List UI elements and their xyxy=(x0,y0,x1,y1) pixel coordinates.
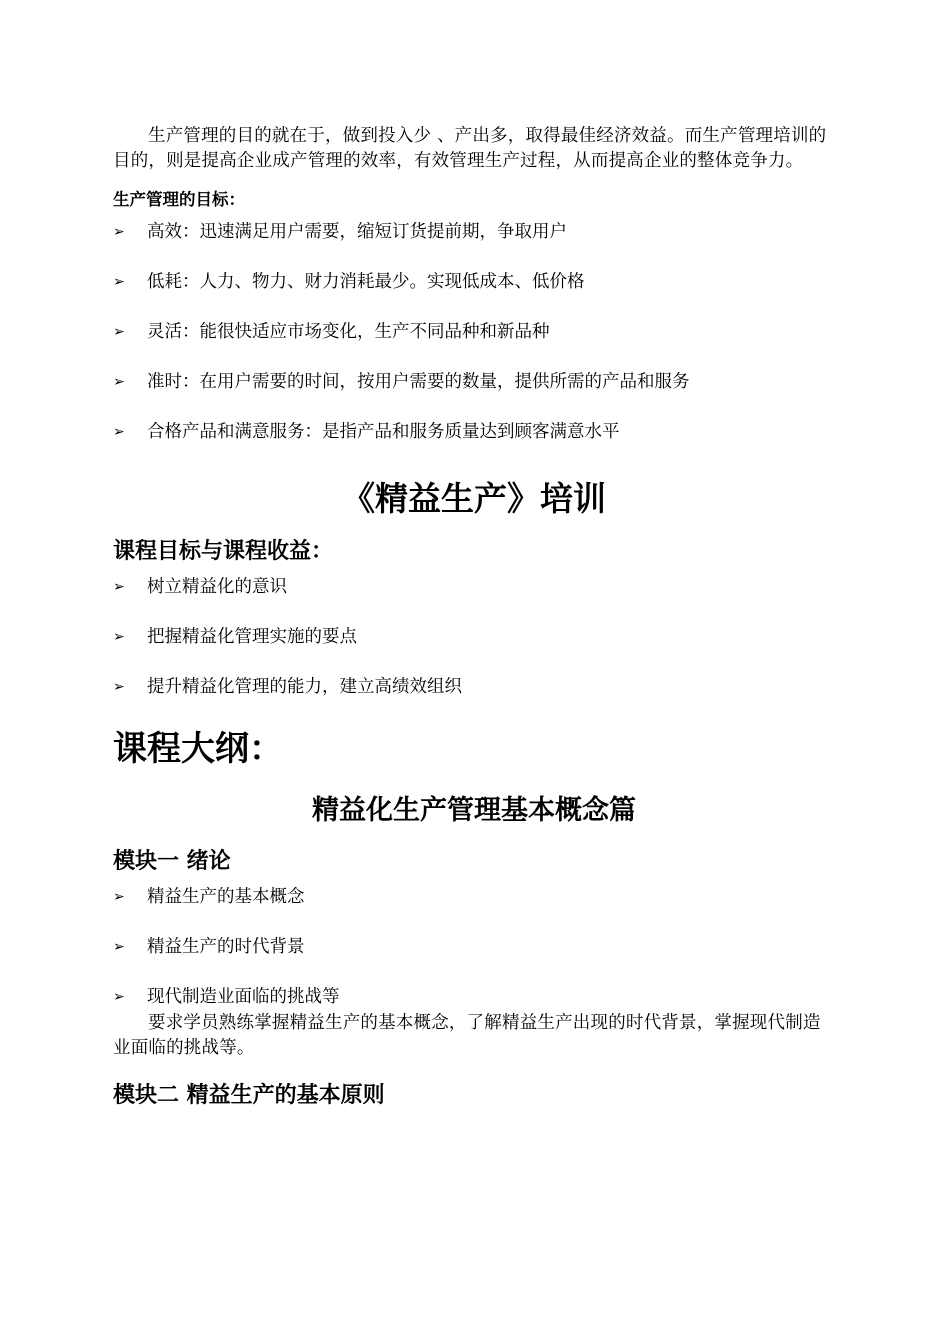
bullet-arrow-icon: ➢ xyxy=(113,324,125,340)
list-item-text: 把握精益化管理实施的要点 xyxy=(147,627,357,647)
module2-heading: 模块二 精益生产的基本原则 xyxy=(113,1083,385,1108)
bullet-arrow-icon: ➢ xyxy=(113,939,125,955)
list-item-text: 提升精益化管理的能力，建立高绩效组织 xyxy=(147,677,462,697)
objectives-list xyxy=(113,575,835,699)
list-item xyxy=(113,885,835,909)
list-item xyxy=(113,935,835,959)
list-item xyxy=(113,370,835,394)
bullet-arrow-icon: ➢ xyxy=(113,989,125,1005)
list-item-text: 灵活：能很快适应市场变化，生产不同品种和新品种 xyxy=(147,322,550,342)
bullet-arrow-icon: ➢ xyxy=(113,224,125,240)
bullet-arrow-icon: ➢ xyxy=(113,629,125,645)
section-title: 精益化生产管理基本概念篇 xyxy=(312,795,636,826)
bullet-arrow-icon: ➢ xyxy=(113,374,125,390)
document-page xyxy=(113,124,835,1111)
objectives-heading: 课程目标与课程收益： xyxy=(113,539,334,564)
module1-summary: 要求学员熟练掌握精益生产的基本概念，了解精益生产出现的时代背景，掌握现代制造业面临的挑战等。 xyxy=(113,1013,821,1058)
intro-paragraph: 生产管理的目的就在于，做到投入少 、产出多，取得最佳经济效益。而生产管理培训的目的，则是提高企业成产管理的效率，有效管理生产过程，从而提高企业的整体竞争力。 xyxy=(113,126,827,171)
list-item-text: 高效：迅速满足用户需要，缩短订货提前期，争取用户 xyxy=(147,222,567,242)
list-item-text: 精益生产的时代背景 xyxy=(147,937,305,957)
list-item xyxy=(113,220,835,244)
list-item-text: 精益生产的基本概念 xyxy=(147,887,305,907)
list-item xyxy=(113,625,835,649)
module1-list xyxy=(113,885,835,1009)
module1-heading: 模块一 绪论 xyxy=(113,849,231,874)
list-item-text: 树立精益化的意识 xyxy=(147,577,287,597)
list-item xyxy=(113,320,835,344)
list-item-text: 准时：在用户需要的时间，按用户需要的数量，提供所需的产品和服务 xyxy=(147,372,690,392)
list-item xyxy=(113,420,835,444)
bullet-arrow-icon: ➢ xyxy=(113,679,125,695)
goals-heading: 生产管理的目标： xyxy=(113,190,245,209)
goals-list xyxy=(113,220,835,444)
bullet-arrow-icon: ➢ xyxy=(113,274,125,290)
list-item-text: 低耗：人力、物力、财力消耗最少。实现低成本、低价格 xyxy=(147,272,585,292)
list-item xyxy=(113,675,835,699)
list-item xyxy=(113,985,835,1009)
list-item-text: 合格产品和满意服务：是指产品和服务质量达到顾客满意水平 xyxy=(147,422,620,442)
course-title: 《精益生产》培训 xyxy=(342,479,606,518)
list-item-text: 现代制造业面临的挑战等 xyxy=(147,987,340,1007)
bullet-arrow-icon: ➢ xyxy=(113,889,125,905)
list-item xyxy=(113,575,835,599)
outline-heading: 课程大纲： xyxy=(113,729,283,769)
bullet-arrow-icon: ➢ xyxy=(113,579,125,595)
list-item xyxy=(113,270,835,294)
bullet-arrow-icon: ➢ xyxy=(113,424,125,440)
